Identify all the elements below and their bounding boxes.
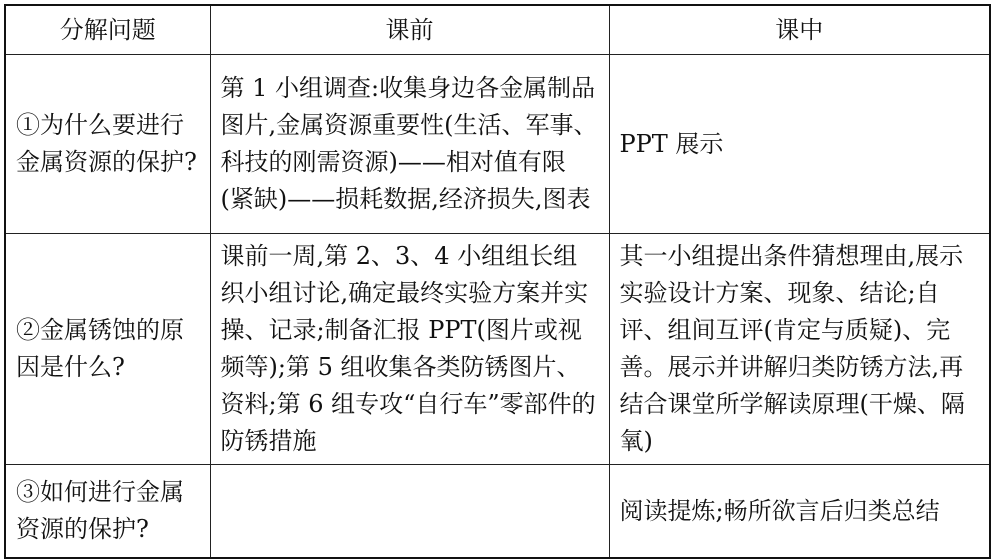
header-row — [5, 5, 990, 55]
before-class-cell: 课前一周,第 2、3、4 小组组长组织小组讨论,确定最终实验方案并实操、记录;制备汇报 PPT(图片或视频等);第 5 组收集各类防锈图片、资料;第 6 组专攻“自行车”零部件的防锈措施 — [210, 234, 609, 465]
lesson-plan-table — [4, 4, 991, 559]
question-cell: ③如何进行金属资源的保护? — [5, 465, 210, 559]
before-class-cell: 第 1 小组调查:收集身边各金属制品图片,金属资源重要性(生活、军事、科技的刚需资源)——相对值有限(紧缺)——损耗数据,经济损失,图表 — [210, 55, 609, 234]
question-cell: ①为什么要进行金属资源的保护? — [5, 55, 210, 234]
table-row — [5, 234, 990, 465]
table-row — [5, 55, 990, 234]
in-class-cell: 阅读提炼;畅所欲言后归类总结 — [609, 465, 990, 559]
question-cell: ②金属锈蚀的原因是什么? — [5, 234, 210, 465]
before-class-cell — [210, 465, 609, 559]
in-class-cell: PPT 展示 — [609, 55, 990, 234]
in-class-cell: 其一小组提出条件猜想理由,展示实验设计方案、现象、结论;自评、组间互评(肯定与质疑)、完善。展示并讲解归类防锈方法,再结合课堂所学解读原理(干燥、隔氧) — [609, 234, 990, 465]
table-row — [5, 465, 990, 559]
header-question: 分解问题 — [5, 5, 210, 55]
header-in-class: 课中 — [609, 5, 990, 55]
header-before-class: 课前 — [210, 5, 609, 55]
